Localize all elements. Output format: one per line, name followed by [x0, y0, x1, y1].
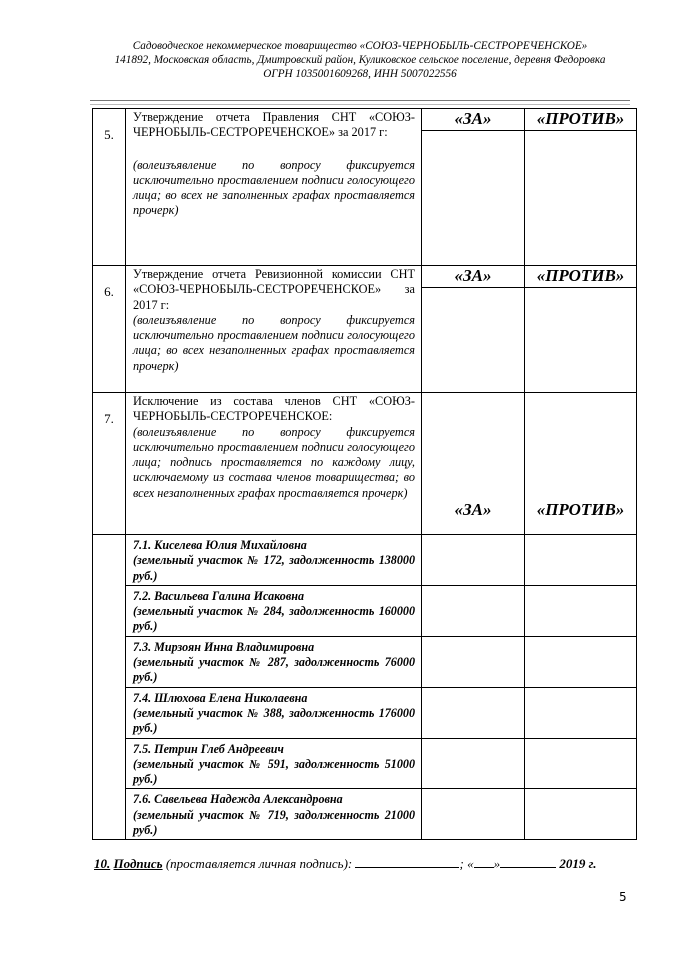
candidate-row [93, 789, 637, 840]
question-title: Утверждение отчета Правления СНТ «СОЮЗ-ЧЕРНОБЫЛЬ-СЕСТРОРЕЧЕНСКОЕ» за 2017 г: [133, 110, 415, 140]
vote-protiv-signature-cell[interactable] [525, 636, 637, 687]
candidate-cell [126, 738, 422, 789]
question-note: (волеизъявление по вопросу фиксируется исключительно проставлением подписи голосующего лица; во всех незаполненных графах проставляется прочерк) [133, 312, 415, 373]
signature-field[interactable] [355, 855, 459, 868]
question-cell [126, 266, 422, 393]
vote-protiv-label: «ПРОТИВ» [536, 266, 625, 285]
vote-protiv-signature-cell[interactable] [525, 288, 637, 393]
vote-protiv-signature-cell[interactable] [525, 789, 637, 840]
vote-protiv-signature-cell[interactable] [525, 738, 637, 789]
vote-za-signature-cell[interactable] [422, 131, 525, 266]
header-address: 141892, Московская область, Дмитровский район, Куликовское сельское поселение, деревня Федоровка [114, 54, 606, 66]
vote-protiv-signature-cell[interactable] [525, 535, 637, 586]
question-cell [126, 393, 422, 535]
signature-separator: ; « [459, 856, 474, 871]
vote-za-signature-cell[interactable] [422, 738, 525, 789]
question-note: (волеизъявление по вопросу фиксируется исключительно проставлением подписи голосующего лица; подпись проставляется по каждому лицу, исключаемому из состава членов товарищества; во всех незаполненных графах проставляется прочерк) [133, 424, 415, 500]
candidate-name: 7.2. Васильева Галина Исаковна [133, 588, 305, 603]
vote-protiv-label: «ПРОТИВ» [536, 109, 625, 128]
vote-protiv-signature-cell[interactable] [525, 585, 637, 636]
candidate-cell [126, 636, 422, 687]
question-note: (волеизъявление по вопросу фиксируется исключительно проставлением подписи голосующего лица; во всех не заполненных графах проставляется прочерк) [133, 157, 415, 218]
signature-day-field[interactable] [474, 855, 494, 868]
vote-protiv-header [525, 266, 637, 288]
candidate-name: 7.6. Савельева Надежда Александровна [133, 792, 343, 807]
vote-protiv-signature-cell[interactable] [525, 131, 637, 266]
vote-za-signature-cell[interactable] [422, 636, 525, 687]
candidate-cell [126, 687, 422, 738]
signature-month-field[interactable] [500, 855, 556, 868]
question-row-6 [93, 266, 637, 288]
candidate-name: 7.1. Киселева Юлия Михайловна [133, 538, 307, 552]
question-title: Утверждение отчета Ревизионной комиссии СНТ «СОЮЗ-ЧЕРНОБЫЛЬ-СЕСТРОРЕЧЕНСКОЕ» за 2017 г: [133, 267, 415, 312]
ballot-table [92, 108, 637, 840]
header-registration: ОГРН 1035001609268, ИНН 5007022556 [263, 68, 457, 80]
vote-za-header [422, 393, 525, 535]
candidate-details: (земельный участок № 591, задолженность 51000 руб.) [133, 756, 415, 787]
question-number: 7. [93, 393, 126, 535]
vote-protiv-header [525, 109, 637, 131]
question-row-7 [93, 393, 637, 535]
vote-za-header [422, 109, 525, 131]
candidate-row [93, 738, 637, 789]
vote-za-label: «ЗА» [454, 266, 492, 285]
candidate-details: (земельный участок № 388, задолженность 176000 руб.) [133, 705, 415, 736]
vote-za-signature-cell[interactable] [422, 789, 525, 840]
question-number: 5. [93, 109, 126, 266]
vote-protiv-header [525, 393, 637, 535]
candidate-name: 7.5. Петрин Глеб Андреевич [133, 741, 284, 756]
vote-za-label: «ЗА» [454, 500, 492, 519]
candidate-details: (земельный участок № 719, задолженность 21000 руб.) [133, 807, 415, 838]
vote-za-label: «ЗА» [454, 109, 492, 128]
header-divider-secondary [90, 104, 630, 105]
candidate-row [93, 687, 637, 738]
candidate-cell [126, 535, 422, 586]
signature-year: 2019 г. [556, 856, 597, 871]
candidate-cell [126, 585, 422, 636]
candidate-row [93, 585, 637, 636]
candidate-details: (земельный участок № 172, задолженность 138000 руб.) [133, 553, 415, 583]
candidate-details: (земельный участок № 284, задолженность 160000 руб.) [133, 604, 415, 634]
candidate-details: (земельный участок № 287, задолженность 76000 руб.) [133, 655, 415, 685]
vote-za-signature-cell[interactable] [422, 288, 525, 393]
vote-za-header [422, 266, 525, 288]
question-title: Исключение из состава членов СНТ «СОЮЗ-ЧЕРНОБЫЛЬ-СЕСТРОРЕЧЕНСКОЕ: [133, 394, 415, 424]
question-row-5 [93, 109, 637, 131]
candidate-row [93, 535, 637, 586]
signature-day-close: » [493, 856, 501, 871]
signature-item-number: 10. [94, 856, 111, 871]
question-number: 6. [93, 266, 126, 393]
question-cell [126, 109, 422, 266]
document-header [60, 39, 660, 81]
signature-hint: (проставляется личная подпись): [162, 856, 356, 871]
candidate-cell [126, 789, 422, 840]
vote-za-signature-cell[interactable] [422, 687, 525, 738]
candidate-row [93, 636, 637, 687]
candidate-name: 7.4. Шлюхова Елена Николаевна [133, 690, 308, 705]
vote-protiv-label: «ПРОТИВ» [536, 500, 625, 519]
header-divider [90, 100, 630, 101]
vote-protiv-signature-cell[interactable] [525, 687, 637, 738]
signature-line [94, 855, 634, 872]
vote-za-signature-cell[interactable] [422, 535, 525, 586]
candidate-name: 7.3. Мирзоян Инна Владимировна [133, 639, 315, 654]
page-number: 5 [619, 890, 627, 904]
header-organization: Садоводческое некоммерческое товарищество «СОЮЗ-ЧЕРНОБЫЛЬ-СЕСТРОРЕЧЕНСКОЕ» [132, 40, 588, 52]
vote-za-signature-cell[interactable] [422, 585, 525, 636]
signature-label: Подпись [113, 856, 163, 871]
candidate-number-spacer [93, 535, 126, 840]
